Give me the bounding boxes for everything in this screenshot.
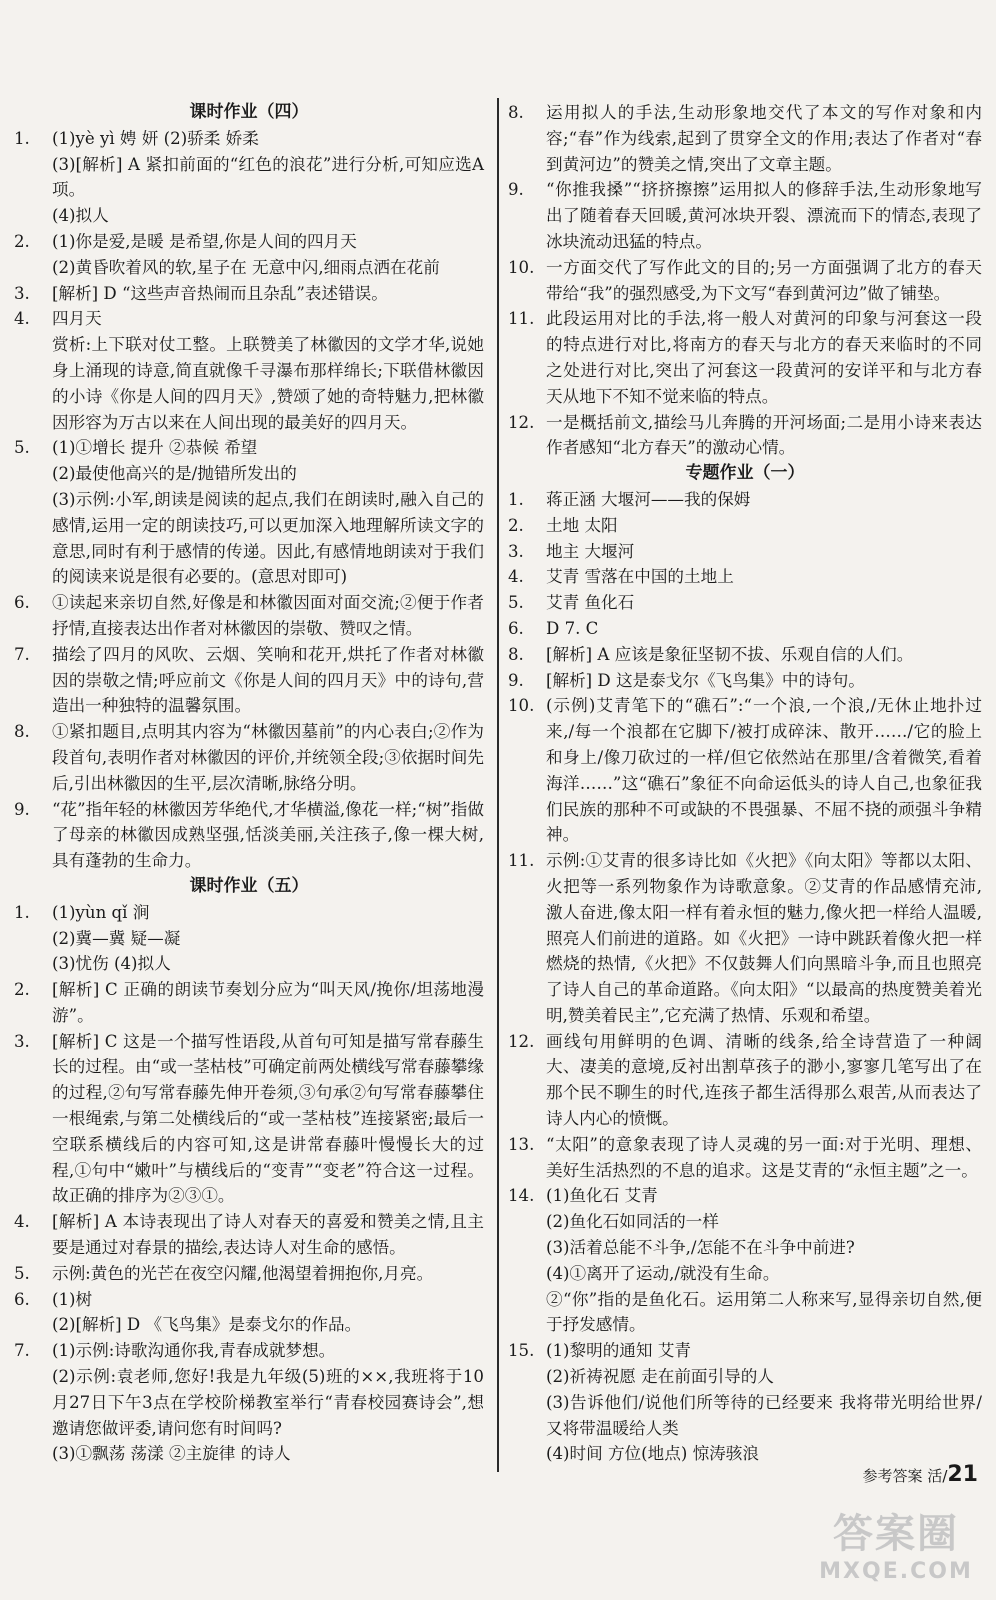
item-text: (1)黎明的通知 艾青 <box>546 1341 691 1361</box>
item-text: ①读起来亲切自然,好像是和林徽因面对面交流;②便于作者抒情,直接表达出作者对林徽因的崇敬、赞叹之情。 <box>52 593 484 638</box>
item-number: 10. <box>508 257 535 277</box>
item-number: 8. <box>508 644 524 664</box>
item-text: 土地 太阳 <box>546 515 618 535</box>
item-text: 运用拟人的手法,生动形象地交代了本文的写作对象和内容;“春”作为线索,起到了贯穿全文的作用;表达了作者对“春到黄河边”的赞美之情,突出了文章主题。 <box>546 103 982 174</box>
answer-item <box>14 1029 484 1210</box>
footer-label: 参考答案 <box>862 1467 923 1485</box>
item-number: 2. <box>14 980 30 1000</box>
answer-item <box>14 1261 484 1287</box>
watermark-text: 答案圈 <box>833 1511 959 1557</box>
column-divider <box>497 98 499 1472</box>
section-title: 课时作业（四） <box>189 102 309 122</box>
item-number: 13. <box>508 1134 535 1154</box>
answer-item <box>508 539 982 565</box>
item-text: 画线句用鲜明的色调、清晰的线条,给全诗营造了一种阔大、凄美的意境,反衬出割草孩子的渺小,寥寥几笔写出了在那个民不聊生的时代,连孩子都生活得那么艰苦,从而表达了诗人内心的愤慨。 <box>546 1031 982 1129</box>
item-text: (1)鱼化石 艾青 <box>546 1186 658 1206</box>
answer-item <box>508 642 982 668</box>
item-text: 一方面交代了写作此文的目的;另一方面强调了北方的春天带给“我”的强烈感受,为下文写“春到黄河边”做了铺垫。 <box>546 257 982 303</box>
right-column <box>508 100 982 1467</box>
answer-item <box>14 797 484 874</box>
answer-subline: (3)忧伤 (4)拟人 <box>52 954 171 974</box>
item-number: 5. <box>508 593 524 613</box>
item-number: 4. <box>14 309 30 329</box>
item-number: 12. <box>508 412 535 432</box>
item-text: “你推我搡”“挤挤擦擦”运用拟人的修辞手法,生动形象地写出了随着春天回暖,黄河冰块开裂、漂流而下的情态,表现了冰块流动迅猛的特点。 <box>546 180 982 251</box>
item-number: 4. <box>14 1212 30 1232</box>
answer-item <box>508 616 982 642</box>
answer-subline: (4)①离开了运动,/就没有生命。 <box>546 1263 780 1283</box>
answer-subline: 赏析:上下联对仗工整。上联赞美了林徽因的文学才华,说她身上涌现的诗意,简直就像千寻瀑布那样绵长;下联借林徽因的小诗《你是人间的四月天》,赞颂了她的奇特魅力,把林徽因形容为万古以来在人间出现的最美好的四月天。 <box>52 335 484 432</box>
answer-subline: (4)拟人 <box>52 206 109 226</box>
item-number: 10. <box>508 696 535 716</box>
answer-subline: (3)示例:小军,朗读是阅读的起点,我们在朗读时,融入自己的感情,运用一定的朗读技巧,可以更加深入地理解所读文字的意思,同时有利于感情的传递。因此,有感情地朗读对于我们的阅读来说是很有必要的。(意思对即可) <box>52 489 484 587</box>
item-number: 9. <box>508 670 524 690</box>
watermark-url: MXQE.COM <box>819 1559 973 1584</box>
answer-subline: (3)[解析] A 紧扣前面的“红色的浪花”进行分析,可知应选A项。 <box>52 154 484 200</box>
item-number: 9. <box>508 180 524 200</box>
section-title: 课时作业（五） <box>189 875 309 896</box>
answer-subline: (3)告诉他们/说他们所等待的已经要来 我将带光明给世界/又将带温暖给人类 <box>546 1392 982 1438</box>
item-number: 1. <box>508 489 524 509</box>
answer-subline: (3)①飘荡 荡漾 ②主旋律 的诗人 <box>52 1444 291 1464</box>
answer-subline: (2)最使他高兴的是/抛错所发出的 <box>52 464 297 484</box>
answer-item <box>508 306 982 409</box>
item-number: 12. <box>508 1031 535 1051</box>
item-number: 6. <box>14 1289 30 1309</box>
answer-subline: (4)时间 方位(地点) 惊涛骇浪 <box>546 1444 759 1464</box>
item-number: 8. <box>508 103 524 122</box>
answer-subline: (2)冀—冀 疑—凝 <box>52 928 181 948</box>
item-text: 示例:①艾青的很多诗比如《火把》《向太阳》等都以太阳、火把等一系列物象作为诗歌意象。②艾青的作品感情充沛,激人奋进,像太阳一样有着永恒的魅力,像火把一样给人温暖,照亮人们前进的道路。如《火把》一诗中跳跃着像火把一样燃烧的热情,《火把》不仅鼓舞人们向黑暗斗争,而且也照亮了诗人自己的革命道路。《向太阳》“以最高的热度赞美着光明,赞美着民主”,它充满了热情、乐观和希望。 <box>546 851 982 1025</box>
answer-item <box>508 693 982 848</box>
item-number: 14. <box>508 1186 535 1206</box>
answer-item <box>14 306 484 332</box>
answer-item <box>508 177 982 254</box>
answer-item <box>508 1132 982 1184</box>
answer-item <box>508 668 982 694</box>
item-text: “太阳”的意象表现了诗人灵魂的另一面:对于光明、理想、美好生活热烈的不息的追求。这是艾青的“永恒主题”之一。 <box>546 1134 982 1180</box>
item-text: 示例:黄色的光芒在夜空闪耀,他渴望着拥抱你,月亮。 <box>52 1263 434 1283</box>
answer-item <box>508 848 982 1029</box>
answer-item <box>508 410 982 462</box>
section-title: 专题作业（一） <box>685 463 805 484</box>
item-number: 2. <box>14 231 30 251</box>
item-text: (1)①增长 提升 ②恭候 希望 <box>52 438 258 458</box>
answer-item <box>14 719 484 796</box>
answer-item <box>508 1338 982 1364</box>
item-text: 四月天 <box>52 309 102 329</box>
answer-subline: (2)示例:袁老师,您好!我是九年级(5)班的××,我班将于10月27日下午3点在学校阶梯教室举行“青春校园赛诗会”,想邀请您做评委,请问您有时间吗? <box>52 1367 484 1438</box>
item-text: 地主 大堰河 <box>546 541 635 561</box>
item-number: 11. <box>508 309 535 329</box>
watermark-logo <box>816 1502 976 1592</box>
item-text: (1)yè yì 娉 妍 (2)骄柔 娇柔 <box>52 128 259 148</box>
item-text: [解析] C 正确的朗读节奏划分应为“叫天风/挽你/坦荡地漫游”。 <box>52 980 484 1025</box>
item-number: 8. <box>14 722 30 742</box>
page-footer <box>863 1462 978 1487</box>
item-text: [解析] A 应该是象征坚韧不拔、乐观自信的人们。 <box>546 644 914 664</box>
answer-item <box>508 100 982 177</box>
left-column <box>14 100 484 1467</box>
answer-item <box>508 564 982 590</box>
page-number: 21 <box>947 1462 978 1487</box>
answer-item <box>508 1183 982 1209</box>
answer-item <box>508 513 982 539</box>
item-number: 5. <box>14 1263 30 1283</box>
item-text: (1)yùn qǐ 涧 <box>52 902 150 922</box>
item-number: 3. <box>14 1031 30 1051</box>
item-number: 7. <box>14 1341 30 1361</box>
item-number: 2. <box>508 515 524 535</box>
item-text: [解析] A 本诗表现出了诗人对春天的喜爱和赞美之情,且主要是通过对春景的描绘,表达诗人对生命的感悟。 <box>52 1212 484 1258</box>
answer-subline: (2)祈祷祝愿 走在前面引导的人 <box>546 1367 774 1387</box>
item-text: [解析] C 这是一个描写性语段,从首句可知是描写常春藤生长的过程。由“或一茎枯枝”可确定前两处横线写常春藤攀缘的过程,②句写常春藤先伸开卷须,③句承②句写常春藤攀住一根绳索,与第二处横线后的“或一茎枯枝”连接紧密;最后一空联系横线后的内容可知,这是讲常春藤叶慢慢长大的过程,①句中“嫩叶”与横线后的“变青”“变老”符合这一过程。故正确的排序为②③①。 <box>52 1031 484 1206</box>
item-number: 6. <box>508 618 524 638</box>
item-text: [解析] D “这些声音热闹而且杂乱”表述错误。 <box>52 283 388 303</box>
footer-sub: 活/ <box>927 1467 948 1485</box>
answer-item <box>14 642 484 719</box>
item-text: (1)示例:诗歌沟通你我,青春成就梦想。 <box>52 1341 336 1361</box>
answer-subline: (2)黄昏吹着风的软,星子在 无意中闪,细雨点洒在花前 <box>52 257 440 277</box>
item-number: 1. <box>14 128 30 148</box>
item-number: 7. <box>14 644 30 664</box>
answer-item <box>14 435 484 461</box>
item-text: 蒋正涵 大堰河——我的保姆 <box>546 489 751 509</box>
answer-item <box>508 1029 982 1132</box>
item-text: “花”指年轻的林徽因芳华绝代,才华横溢,像花一样;“树”指做了母亲的林徽因成熟坚强,恬淡美丽,关注孩子,像一棵大树,具有蓬勃的生命力。 <box>52 799 484 871</box>
item-number: 3. <box>14 283 30 303</box>
answer-item <box>14 1209 484 1261</box>
item-text: ①紧扣题目,点明其内容为“林徽因墓前”的内心表白;②作为段首句,表明作者对林徽因的评价,并统领全段;③依据时间先后,引出林徽因的生平,层次清晰,脉络分明。 <box>52 722 484 793</box>
answer-item <box>14 900 484 926</box>
answer-item <box>14 1338 484 1364</box>
item-text: 艾青 雪落在中国的土地上 <box>546 567 734 587</box>
answer-subline: ②“你”指的是鱼化石。运用第二人称来写,显得亲切自然,便于抒发感情。 <box>546 1289 982 1335</box>
answer-item <box>14 590 484 642</box>
answer-item <box>14 126 484 152</box>
answer-item <box>508 590 982 616</box>
item-number: 6. <box>14 593 30 613</box>
item-text: (示例)艾青笔下的“礁石”:“一个浪,一个浪,/无休止地扑过来,/每一个浪都在它脚下/被打成碎沫、散开……/它的脸上和身上/像刀砍过的一样/但它依然站在那里/含着微笑,看着海洋……”这“礁石”象征不向命运低头的诗人自己,也象征我们民族的那种不可或缺的不畏强暴、不屈不挠的顽强斗争精神。 <box>546 696 982 845</box>
answer-item <box>14 1287 484 1313</box>
answer-item <box>14 229 484 255</box>
answer-item <box>14 977 484 1029</box>
item-text: [解析] D 这是泰戈尔《飞鸟集》中的诗句。 <box>546 670 865 690</box>
answer-item <box>508 255 982 307</box>
item-text: D 7. C <box>546 618 599 638</box>
item-text: 描绘了四月的风吹、云烟、笑响和花开,烘托了作者对林徽因的崇敬之情;呼应前文《你是人间的四月天》中的诗句,营造出一种独特的温馨氛围。 <box>52 644 484 716</box>
answer-item <box>14 281 484 307</box>
item-number: 3. <box>508 541 524 561</box>
item-number: 11. <box>508 851 535 871</box>
item-number: 5. <box>14 438 30 458</box>
answer-subline: (2)鱼化石如同活的一样 <box>546 1212 719 1232</box>
item-text: (1)你是爱,是暖 是希望,你是人间的四月天 <box>52 231 357 251</box>
item-text: 此段运用对比的手法,将一般人对黄河的印象与河套这一段的特点进行对比,将南方的春天与北方的春天来临时的不同之处进行对比,突出了河套这一段黄河的安详平和与北方春天从地下不知不觉来临的特点。 <box>546 309 982 406</box>
item-number: 9. <box>14 799 30 819</box>
item-number: 4. <box>508 567 524 587</box>
answer-item <box>508 487 982 513</box>
answer-subline: (3)活着总能不斗争,/怎能不在斗争中前进? <box>546 1238 855 1258</box>
answer-subline: (2)[解析] D 《飞鸟集》是泰戈尔的作品。 <box>52 1315 362 1335</box>
item-number: 1. <box>14 902 30 922</box>
item-number: 15. <box>508 1341 535 1361</box>
item-text: (1)树 <box>52 1289 93 1309</box>
item-text: 一是概括前文,描绘马儿奔腾的开河场面;二是用小诗来表达作者感知“北方春天”的激动心情。 <box>546 412 982 458</box>
item-text: 艾青 鱼化石 <box>546 593 635 613</box>
